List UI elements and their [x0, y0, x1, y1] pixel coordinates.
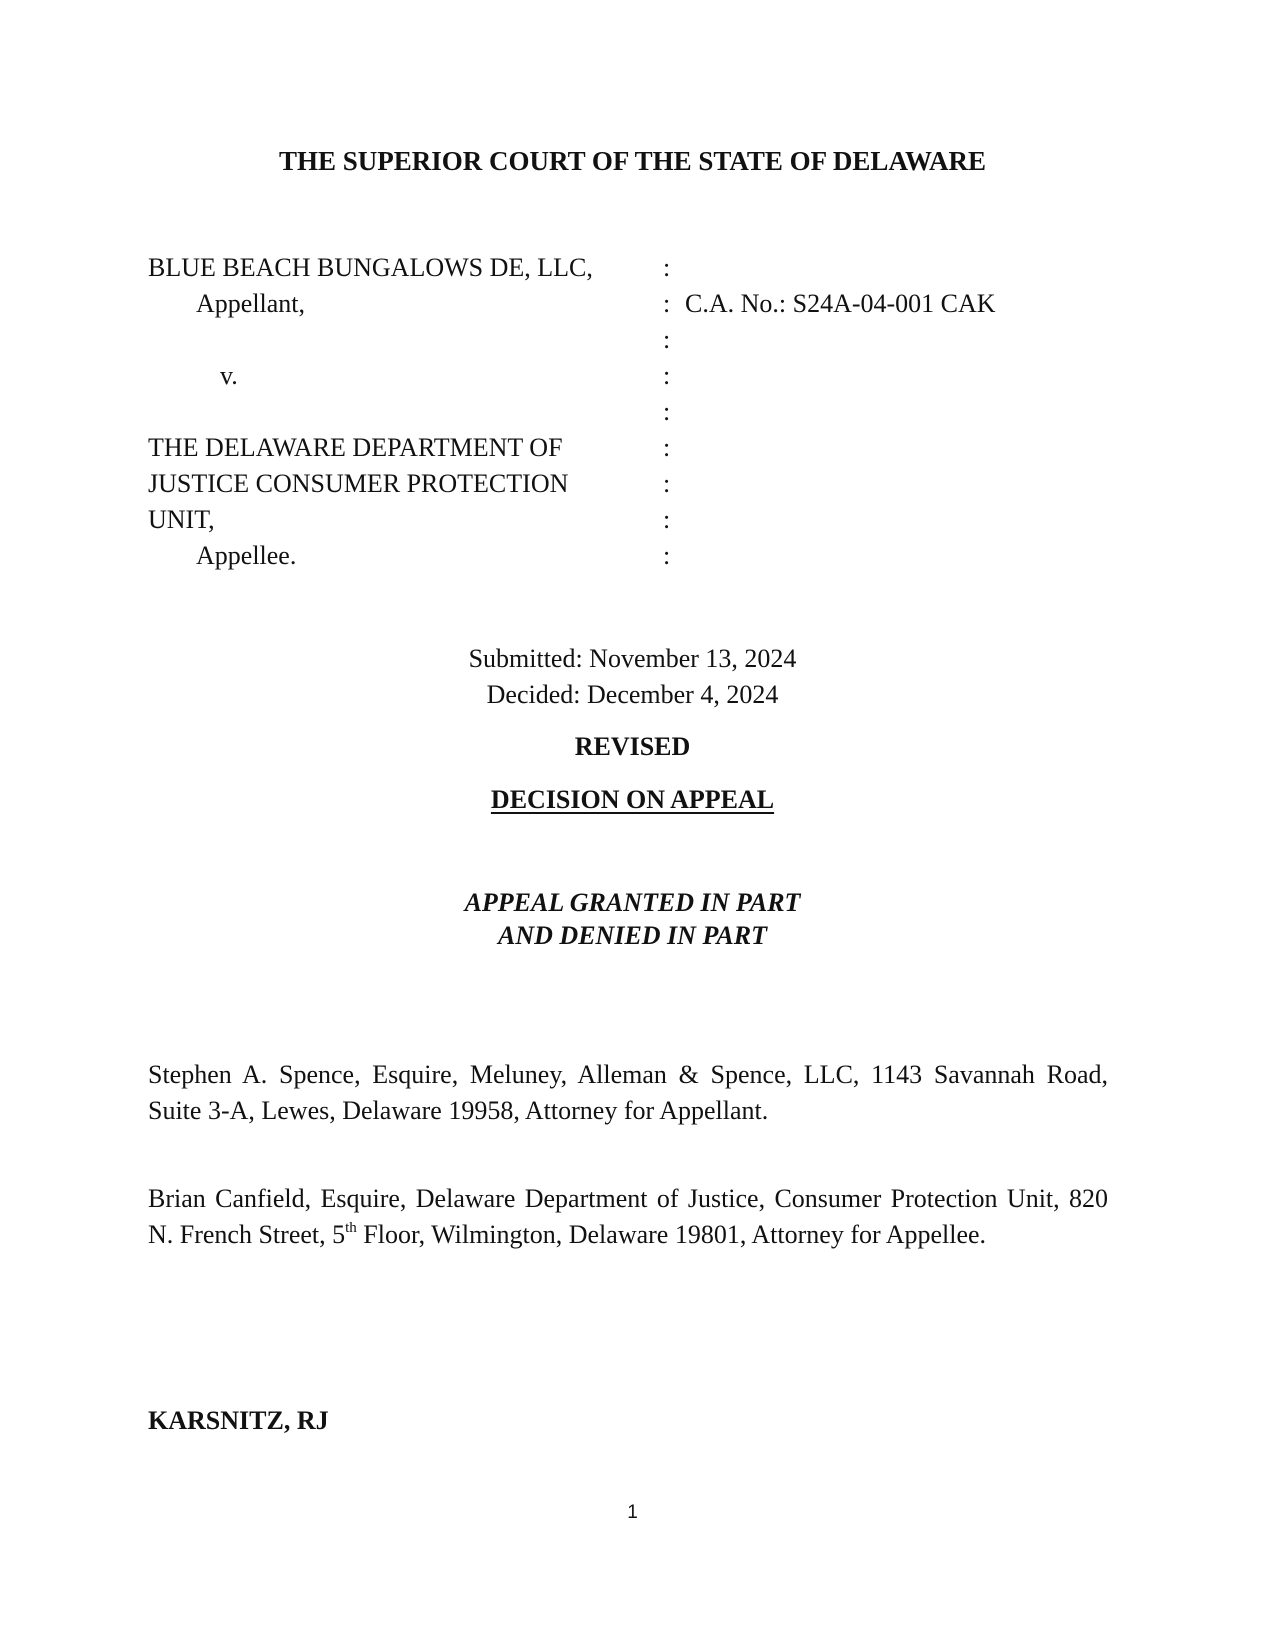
submitted-date: Submitted: November 13, 2024 — [468, 644, 797, 673]
judge-name: KARSNITZ, RJ — [148, 1406, 329, 1435]
appellant-name: BLUE BEACH BUNGALOWS DE, LLC, — [148, 253, 593, 282]
appellant-counsel: Stephen A. Spence, Esquire, Meluney, Alleman & Spence, LLC, 1143 Savannah Road, Suite 3-A, Lewes, Delaware 19958, Attorney for Appellant. — [148, 1060, 1108, 1125]
page-number: 1 — [627, 1502, 638, 1523]
revised-heading: REVISED — [574, 732, 691, 761]
decided-date: Decided: December 4, 2024 — [486, 680, 779, 709]
caption-separator: : — [663, 469, 671, 498]
result-line-2: AND DENIED IN PART — [498, 921, 767, 950]
appellee-role: Appellee. — [196, 541, 297, 570]
appellee-counsel-text-1: Brian Canfield, Esquire, Delaware Department of Justice, Consumer Protection Unit, 820 N. French Street, 5 — [148, 1184, 1108, 1249]
appellee-counsel-superscript: th — [345, 1220, 357, 1236]
caption-separator: : — [663, 325, 671, 354]
caption-separator: : — [663, 289, 671, 318]
appellee-name-line3: UNIT, — [148, 505, 215, 534]
appellee-name-line2: JUSTICE CONSUMER PROTECTION — [148, 469, 569, 498]
caption-separator: : — [663, 541, 671, 570]
versus-label: v. — [220, 361, 238, 390]
appellee-counsel-text-2: Floor, Wilmington, Delaware 19801, Attorney for Appellee. — [356, 1220, 987, 1249]
decision-heading-wrap — [0, 785, 1265, 815]
appellee-counsel — [148, 1181, 1108, 1253]
appellee-name-line1: THE DELAWARE DEPARTMENT OF — [148, 433, 563, 462]
appellant-role: Appellant, — [196, 289, 306, 318]
caption-separator: : — [663, 361, 671, 390]
caption-separator: : — [663, 253, 671, 282]
caption-separator: : — [663, 433, 671, 462]
caption-separator: : — [663, 505, 671, 534]
case-number: C.A. No.: S24A-04-001 CAK — [685, 289, 996, 318]
caption-separator: : — [663, 397, 671, 426]
court-title: THE SUPERIOR COURT OF THE STATE OF DELAWARE — [279, 146, 986, 176]
decision-heading: DECISION ON APPEAL — [490, 785, 775, 814]
result-line-1: APPEAL GRANTED IN PART — [464, 888, 801, 917]
